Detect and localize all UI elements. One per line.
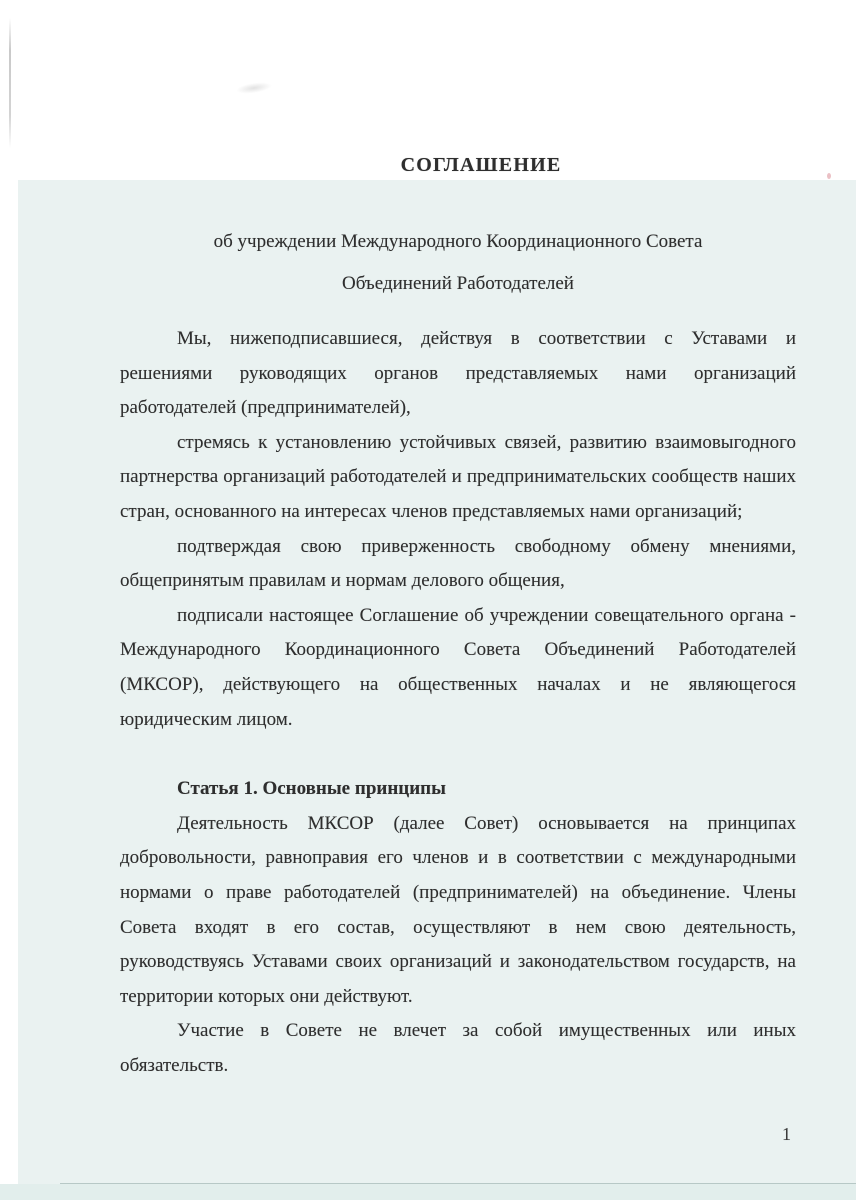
document-subtitle-line-2: Объединений Работодателей [342, 273, 574, 294]
page-number: 1 [782, 1124, 791, 1144]
scan-bottom-edge-line [60, 1183, 856, 1184]
article-1-heading: Статья 1. Основные принципы [177, 778, 446, 800]
preamble-paragraph-1: Мы, нижеподписавшиеся, действуя в соответствии с Уставами и решениями руководящих органов представляемых нами организаций работодателей (предпринимателей), [120, 328, 796, 419]
article-1-paragraph-1: Деятельность МКСОР (далее Совет) основывается на принципах добровольности, равноправия его членов и в соответствии с международными нормами о праве работодателей (предпринимателей) на объединение. Члены Совета входят в его состав, осуществляют в нем свою деятельность, руководствуясь Уставами своих организаций и законодательством государств, на территории которых они действуют. [120, 812, 796, 1007]
document-body [120, 322, 796, 1083]
preamble-paragraph-4: подписали настоящее Соглашение об учреждении совещательного органа - Международного Координационного Совета Объединений Работодателей (МКСОР), действующего на общественных началах и не являющегося юридическим лицом. [120, 604, 796, 730]
scan-bottom-band [0, 1184, 856, 1200]
document-subtitle [120, 221, 796, 305]
article-1-paragraph-2: Участие в Совете не влечет за собой имущественных или иных обязательств. [120, 1020, 796, 1076]
preamble-paragraph-2: стремясь к установлению устойчивых связей, развитию взаимовыгодного партнерства организаций работодателей и предпринимательских сообществ наших стран, основанного на интересах членов представляемых нами организаций; [120, 431, 796, 522]
document-subtitle-line-1: об учреждении Международного Координационного Совета [213, 231, 703, 252]
scan-left-edge-line [9, 18, 11, 148]
preamble-paragraph-3: подтверждая свою приверженность свободному обмену мнениями, общепринятым правилам и нормам делового общения, [120, 535, 796, 592]
document-title: СОГЛАШЕНИЕ [400, 154, 562, 176]
scan-speck-artifact [827, 173, 831, 179]
scan-smudge-artifact [235, 81, 272, 96]
